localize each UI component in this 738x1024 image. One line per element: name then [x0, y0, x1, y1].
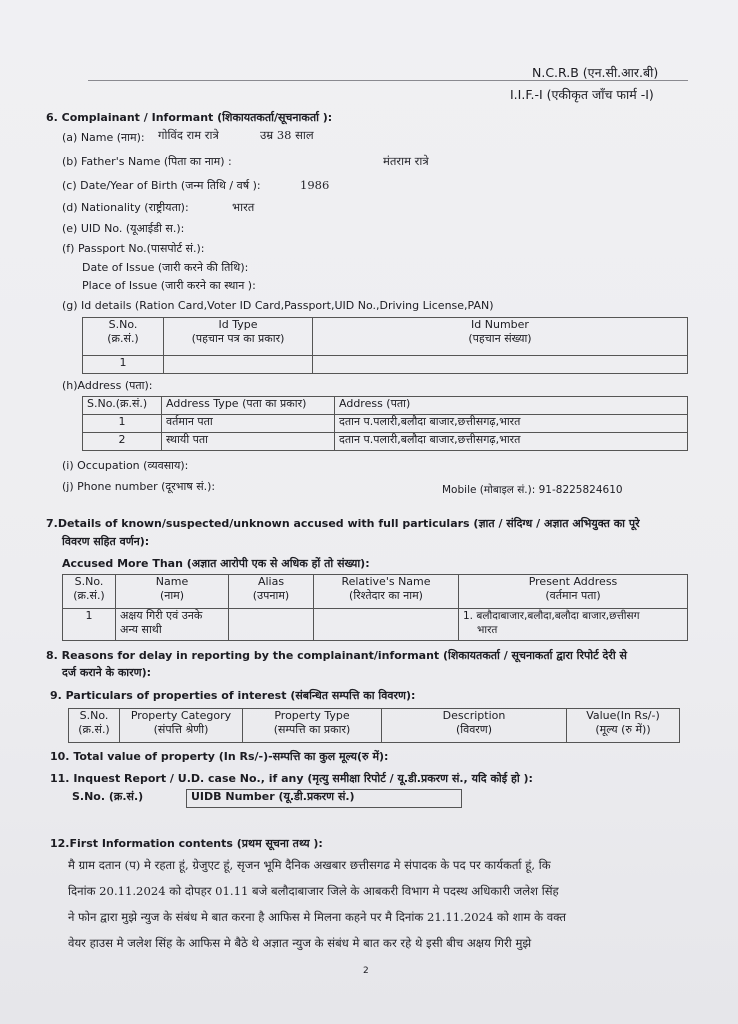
addr-row-1-sno: 1: [83, 415, 162, 433]
accused-row-relative: [314, 609, 459, 641]
section-7-title-cont: विवरण सहित वर्णन):: [62, 535, 150, 548]
addr-row-2-address: दतान प.पलारी,बलौदा बाजार,छत्तीसगढ़,भारत: [335, 433, 688, 451]
dob-value: 1986: [300, 178, 330, 192]
id-col-sno: S.No. (क्र.सं.): [83, 318, 164, 356]
id-row-number: [313, 356, 688, 374]
father-name-label: (b) Father's Name (पिता का नाम) :: [62, 155, 232, 168]
phone-label: (j) Phone number (दूरभाष सं.):: [62, 480, 216, 493]
fir-content-line-4: वेयर हाउस मे जलेश सिंह के आफिस मे बैठे थे अज्ञात न्युज के संबंध मे बात कर रहे थे इसी बीच अक्षय गिरी मुझे: [68, 936, 532, 950]
id-col-type: Id Type (पहचान पत्र का प्रकार): [164, 318, 313, 356]
fir-content-line-2: दिनांक 20.11.2024 को दोपहर 01.11 बजे बलौदाबाजार जिले के आबकरी विभाग मे पदस्थ अधिकारी जलेश सिंह: [68, 884, 559, 898]
accused-col-name: Name (नाम): [116, 575, 229, 609]
addr-row-1-address: दतान प.पलारी,बलौदा बाजार,छत्तीसगढ़,भारत: [335, 415, 688, 433]
property-col-description: Description (विवरण): [382, 709, 567, 743]
section-12-title: 12.First Information contents (प्रथम सूचना तथ्य ):: [50, 837, 323, 850]
ncrb-header: N.C.R.B (एन.सी.आर.बी): [532, 65, 659, 80]
accused-more-than: Accused More Than (अज्ञात आरोपी एक से अधिक हों तो संख्या):: [62, 557, 370, 570]
addr-row-2-sno: 2: [83, 433, 162, 451]
property-col-sno: S.No. (क्र.सं.): [69, 709, 120, 743]
mobile-number: Mobile (मोबाइल सं.): 91-8225824610: [442, 484, 623, 496]
id-col-number: Id Number (पहचान संख्या): [313, 318, 688, 356]
inquest-col-sno: S.No. (क्र.सं.): [68, 790, 187, 808]
uid-label: (e) UID No. (यूआईडी स.):: [62, 222, 185, 235]
fir-content-line-1: मै ग्राम दतान (प) मे रहता हूं, ग्रेजुएट हूं, सृजन भूमि दैनिक अखबार छत्तीसगढ मे संपादक के पद पर कार्यकर्ता हूं, कि: [68, 858, 551, 872]
accused-row-alias: [229, 609, 314, 641]
address-table: [82, 396, 688, 451]
age-value: उम्र 38 साल: [260, 128, 314, 142]
fir-content-line-3: ने फोन द्वारा मुझे न्युज के संबंध मे बात करना है आफिस मे मिलना कहने पर मै दिनांक 21.11.2024 को शाम के वक्त: [68, 910, 566, 924]
section-8-title-cont: दर्ज कराने के कारण):: [62, 666, 152, 679]
page-number: 2: [363, 966, 369, 976]
section-9-title: 9. Particulars of properties of interest (संबन्धित सम्पत्ति का विवरण):: [50, 689, 416, 702]
property-col-value: Value(In Rs/-) (मूल्य (रु में)): [567, 709, 680, 743]
id-row-sno: 1: [83, 356, 164, 374]
addr-col-address: Address (पता): [335, 397, 688, 415]
father-name-value: मंतराम रात्रे: [383, 154, 429, 168]
date-of-issue-label: Date of Issue (जारी करने की तिथि):: [82, 261, 249, 274]
section-8-title: 8. Reasons for delay in reporting by the complainant/informant (शिकायतकर्ता / सूचनाकर्ता द्वारा रिपोर्ट देरी से: [46, 649, 627, 662]
accused-table: [62, 574, 688, 641]
name-value: गोविंद राम रात्रे: [158, 128, 219, 142]
name-label: (a) Name (नाम):: [62, 131, 145, 144]
addr-col-type: Address Type (पता का प्रकार): [162, 397, 335, 415]
accused-col-address: Present Address (वर्तमान पता): [459, 575, 688, 609]
addr-row-2-type: स्थायी पता: [162, 433, 335, 451]
dob-label: (c) Date/Year of Birth (जन्म तिथि / वर्ष ):: [62, 179, 261, 192]
accused-row-address: 1. बलौदाबाजार,बलौदा,बलौदा बाजार,छत्तीसग भारत: [459, 609, 688, 641]
accused-col-sno: S.No. (क्र.सं.): [63, 575, 116, 609]
address-label: (h)Address (पता):: [62, 379, 153, 392]
passport-label: (f) Passport No.(पासपोर्ट सं.):: [62, 242, 205, 255]
property-col-category: Property Category (संपत्ति श्रेणी): [120, 709, 243, 743]
property-table: [68, 708, 680, 743]
place-of-issue-label: Place of Issue (जारी करने का स्थान ):: [82, 279, 256, 292]
inquest-table: [68, 789, 462, 808]
addr-row-1-type: वर्तमान पता: [162, 415, 335, 433]
accused-row-name: अक्षय गिरी एवं उनके अन्य साथी: [116, 609, 229, 641]
nationality-value: भारत: [232, 200, 255, 214]
accused-row-sno: 1: [63, 609, 116, 641]
property-col-type: Property Type (सम्पत्ति का प्रकार): [243, 709, 382, 743]
nationality-label: (d) Nationality (राष्ट्रीयता):: [62, 201, 189, 214]
addr-col-sno: S.No.(क्र.सं.): [83, 397, 162, 415]
id-row-type: [164, 356, 313, 374]
id-details-table: [82, 317, 688, 374]
occupation-label: (i) Occupation (व्यवसाय):: [62, 459, 189, 472]
inquest-col-uidb: UIDB Number (यू.डी.प्रकरण सं.): [187, 790, 462, 808]
accused-col-alias: Alias (उपनाम): [229, 575, 314, 609]
accused-col-relative: Relative's Name (रिश्तेदार का नाम): [314, 575, 459, 609]
section-10-title: 10. Total value of property (In Rs/-)-सम्पत्ति का कुल मूल्य(रु में):: [50, 750, 389, 763]
iif-header: I.I.F.-I (एकीकृत जाँच फार्म -I): [510, 87, 654, 102]
section-11-title: 11. Inquest Report / U.D. case No., if any (मृत्यु समीक्षा रिपोर्ट / यू.डी.प्रकरण सं., यदि कोई हो ):: [50, 772, 533, 785]
section-6-title: 6. Complainant / Informant (शिकायतकर्ता/सूचनाकर्ता ):: [46, 111, 333, 124]
id-details-label: (g) Id details (Ration Card,Voter ID Card,Passport,UID No.,Driving License,PAN): [62, 299, 494, 312]
section-7-title: 7.Details of known/suspected/unknown accused with full particulars (ज्ञात / संदिग्ध / अज्ञात अभियुक्त का पूरे: [46, 517, 640, 530]
